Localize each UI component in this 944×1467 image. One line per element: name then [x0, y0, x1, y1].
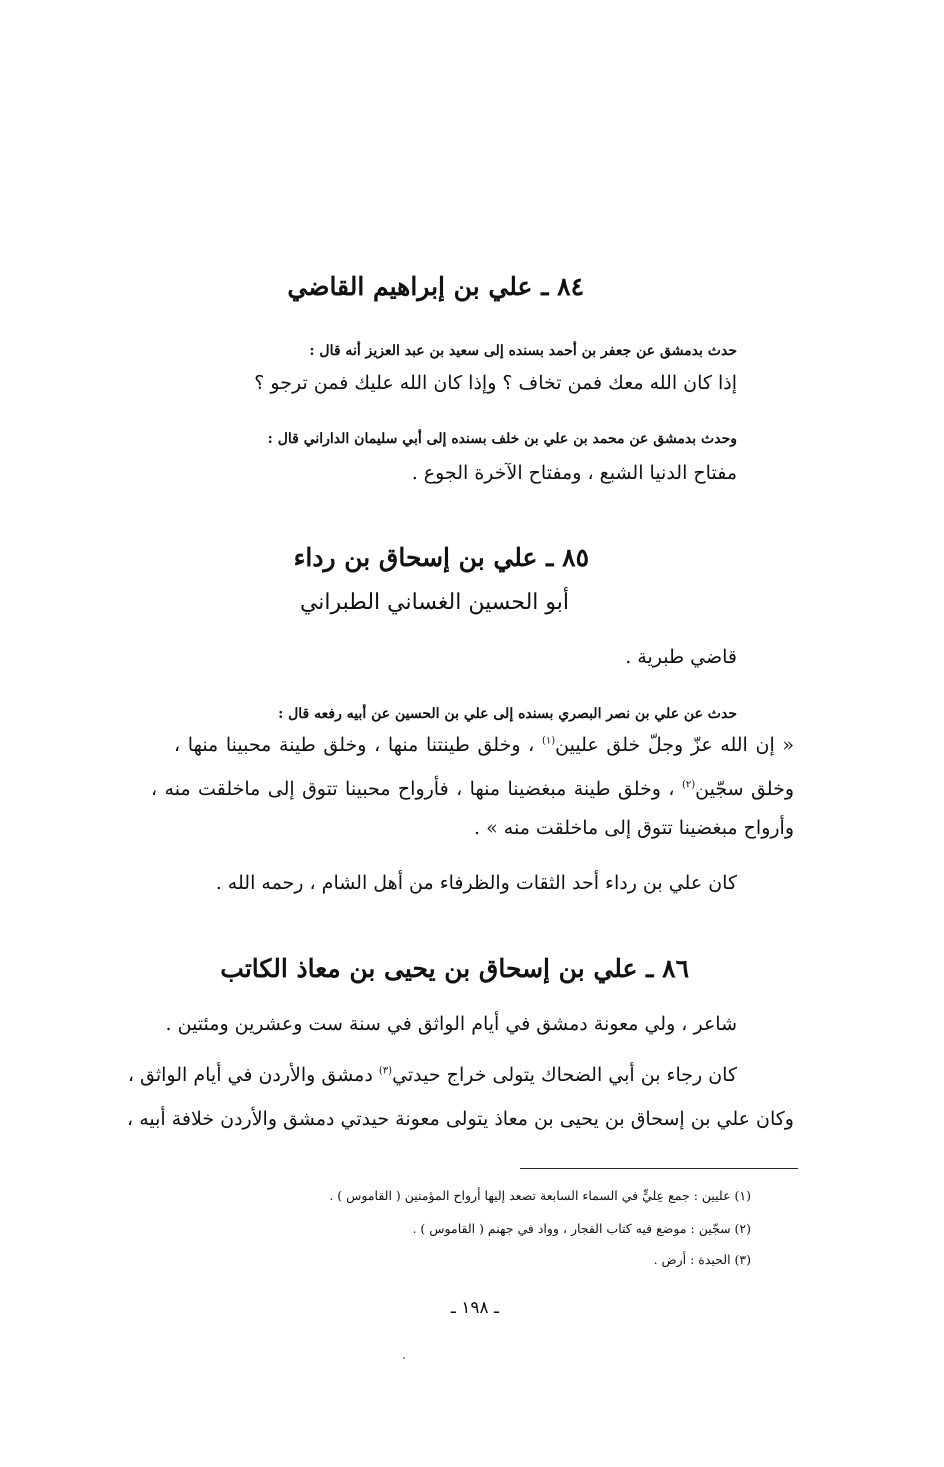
footnote-divider	[520, 1168, 798, 1169]
footnote-ref-1: (١)	[541, 735, 556, 747]
entry-84-quote-1: إذا كان الله معك فمن تخاف ؟ وإذا كان الله عليك فمن ترجو ؟	[254, 372, 737, 394]
hadith-text: ، وخلق طينة مبغضينا منها ، فأرواح محبينا تتوق إلى ماخلقت منه ،	[151, 778, 682, 800]
entry-86-heading: ٨٦ ـ علي بن إسحاق بن يحيى بن معاذ الكاتب	[220, 954, 689, 983]
hadith-text: « إن الله عزّ وجلّ خلق عليين	[555, 734, 794, 756]
footnote-1: (١) عليين : جمع عِليٍّ في السماء السابعة تصعد إليها أرواح المؤمنين ( القاموس ) .	[329, 1188, 751, 1203]
entry-85-hadith-line-2	[151, 778, 794, 800]
hadith-text: وخلق سجّين	[695, 778, 794, 800]
para-text: دمشق والأردن في أيام الواثق ،	[127, 1064, 379, 1086]
entry-85-hadith-line-3: وأرواح مبغضينا تتوق إلى ماخلقت منه » .	[474, 817, 794, 839]
entry-86-para-2-line-1	[127, 1064, 737, 1086]
entry-85-intro: قاضي طبرية .	[625, 646, 737, 668]
entry-86-para-1: شاعر ، ولي معونة دمشق في أيام الواثق في سنة ست وعشرين ومئتين .	[165, 1013, 737, 1035]
footnote-2: (٢) سجّين : موضع فيه كتاب الفجار ، وواد في جهنم ( القاموس ) .	[412, 1221, 751, 1236]
footnote-ref-3: (٣)	[378, 1065, 393, 1077]
entry-85-hadith-line-1	[174, 734, 794, 756]
scan-speck	[403, 1357, 405, 1359]
entry-85-subheading: أبو الحسين الغساني الطبراني	[299, 590, 569, 615]
entry-85-closing: كان علي بن رداء أحد الثقات والظرفاء من أهل الشام ، رحمه الله .	[215, 872, 737, 894]
para-text: كان رجاء بن أبي الضحاك يتولى خراج حيدتي	[392, 1064, 737, 1086]
hadith-text: ، وخلق طينتنا منها ، وخلق طينة محبينا منها ،	[174, 734, 542, 756]
entry-86-para-2-line-2: وكان علي بن إسحاق بن يحيى بن معاذ يتولى معونة حيدتي دمشق والأردن خلافة أبيه ،	[127, 1108, 794, 1130]
entry-84-isnad-1: حدث بدمشق عن جعفر بن أحمد بسنده إلى سعيد بن عبد العزيز أنه قال :	[309, 343, 737, 359]
footnote-3: (٣) الحيدة : أرض .	[653, 1252, 751, 1267]
footnote-ref-2: (٢)	[681, 779, 696, 791]
entry-84-heading: ٨٤ ـ علي بن إبراهيم القاضي	[287, 272, 584, 301]
entry-84-isnad-2: وحدث بدمشق عن محمد بن علي بن خلف بسنده إلى أبي سليمان الداراني قال :	[267, 431, 737, 447]
entry-85-isnad: حدث عن علي بن نصر البصري بسنده إلى علي بن الحسين عن أبيه رفعه قال :	[278, 706, 737, 722]
page-number: ـ ١٩٨ ـ	[450, 1298, 499, 1318]
entry-85-heading: ٨٥ ـ علي بن إسحاق بن رداء	[293, 543, 589, 572]
entry-84-quote-2: مفتاح الدنيا الشبع ، ومفتاح الآخرة الجوع .	[411, 462, 737, 484]
